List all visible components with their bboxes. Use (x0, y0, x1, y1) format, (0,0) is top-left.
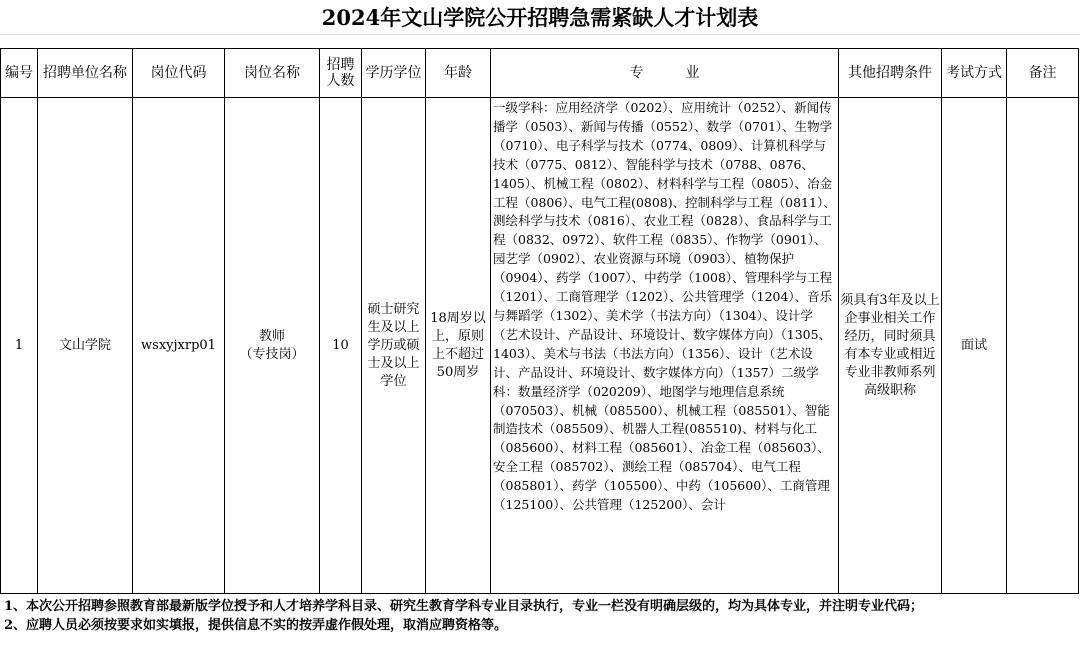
footnote-1: 1、本次公开招聘参照教育部最新版学位授予和人才培养学科目录、研究生教育学科专业目录执行，专业一栏没有明确层级的，均为具体专业，并注明专业代码； (4, 599, 924, 614)
header-other: 其他招聘条件 (839, 49, 942, 98)
header-exam: 考试方式 (942, 49, 1007, 98)
header-post-name: 岗位名称 (225, 49, 320, 98)
header-education: 学历学位 (362, 49, 426, 98)
cell-education: 硕士研究生及以上学历或硕士及以上学位 (362, 98, 426, 594)
cell-remark (1007, 98, 1079, 594)
header-age: 年龄 (426, 49, 491, 98)
cell-number: 1 (1, 98, 38, 594)
cell-count: 10 (320, 98, 362, 594)
header-post-code: 岗位代码 (133, 49, 225, 98)
header-unit: 招聘单位名称 (38, 49, 133, 98)
table-row (1, 98, 1079, 594)
cell-other: 须具有3年及以上企事业相关工作经历，同时须具有本专业或相近专业非教师系列高级职称 (839, 98, 942, 594)
header-major: 专 业 (491, 49, 839, 98)
cell-unit: 文山学院 (38, 98, 133, 594)
cell-age: 18周岁以上，原则上不超过50周岁 (426, 98, 491, 594)
header-remark: 备注 (1007, 49, 1079, 98)
cell-major: 一级学科：应用经济学（0202）、应用统计（0252）、新闻传播学（0503）、新闻与传播（0552）、数学（0701）、生物学（0710）、电子科学与技术（0774、0809）、计算机科学与技术（0775、0812）、智能科学与技术（0788、0876、1405）、机械工程（0802）、材料科学与工程（0805）、冶金工程（0806）、电气工程(0808)、控制科学与工程（0811）、测绘科学与技术（0816）、农业工程（0828）、食品科学与工程（0832、0972）、软件工程（0835）、作物学（0901）、园艺学（0902）、农业资源与环境（0903）、植物保护（0904）、药学（1007）、中药学（1008）、管理科学与工程（1201）、工商管理学（1202）、公共管理学（1204）、音乐与舞蹈学（1302）、美术学（书法方向）（1304）、设计学（艺术设计、产品设计、环境设计、数字媒体方向）（1305、1403）、美术与书法（书法方向）（1356）、设计（艺术设计、产品设计、环境设计、数字媒体方向）（1357）二级学科：数量经济学（020209）、地图学与地理信息系统（070503）、机械（085500）、机械工程（085501）、智能制造技术（085509）、机器人工程(085510)、材料与化工（085600）、材料工程（085601）、冶金工程（085603）、安全工程（085702）、测绘工程（085704）、电气工程（085801）、药学（105500）、中药（105600）、工商管理（125100）、公共管理（125200）、会计 (491, 98, 839, 594)
cell-post-code: wsxyjxrp01 (133, 98, 225, 594)
footnotes (4, 597, 1076, 635)
table-header-row (1, 49, 1079, 98)
header-number: 编号 (1, 49, 38, 98)
post-name-line-2: （专技岗） (239, 346, 305, 362)
blank-grid-row (0, 34, 1080, 49)
post-name-line-1: 教师 (258, 328, 285, 344)
document-title: 2024年文山学院公开招聘急需紧缺人才计划表 (321, 5, 759, 30)
cell-exam: 面试 (942, 98, 1007, 594)
footnote-2: 2、应聘人员必须按要求如实填报，提供信息不实的按弄虚作假处理，取消应聘资格等。 (4, 618, 508, 633)
recruitment-plan-table (0, 48, 1079, 594)
header-count: 招聘人数 (320, 49, 362, 98)
cell-post-name (225, 98, 320, 594)
